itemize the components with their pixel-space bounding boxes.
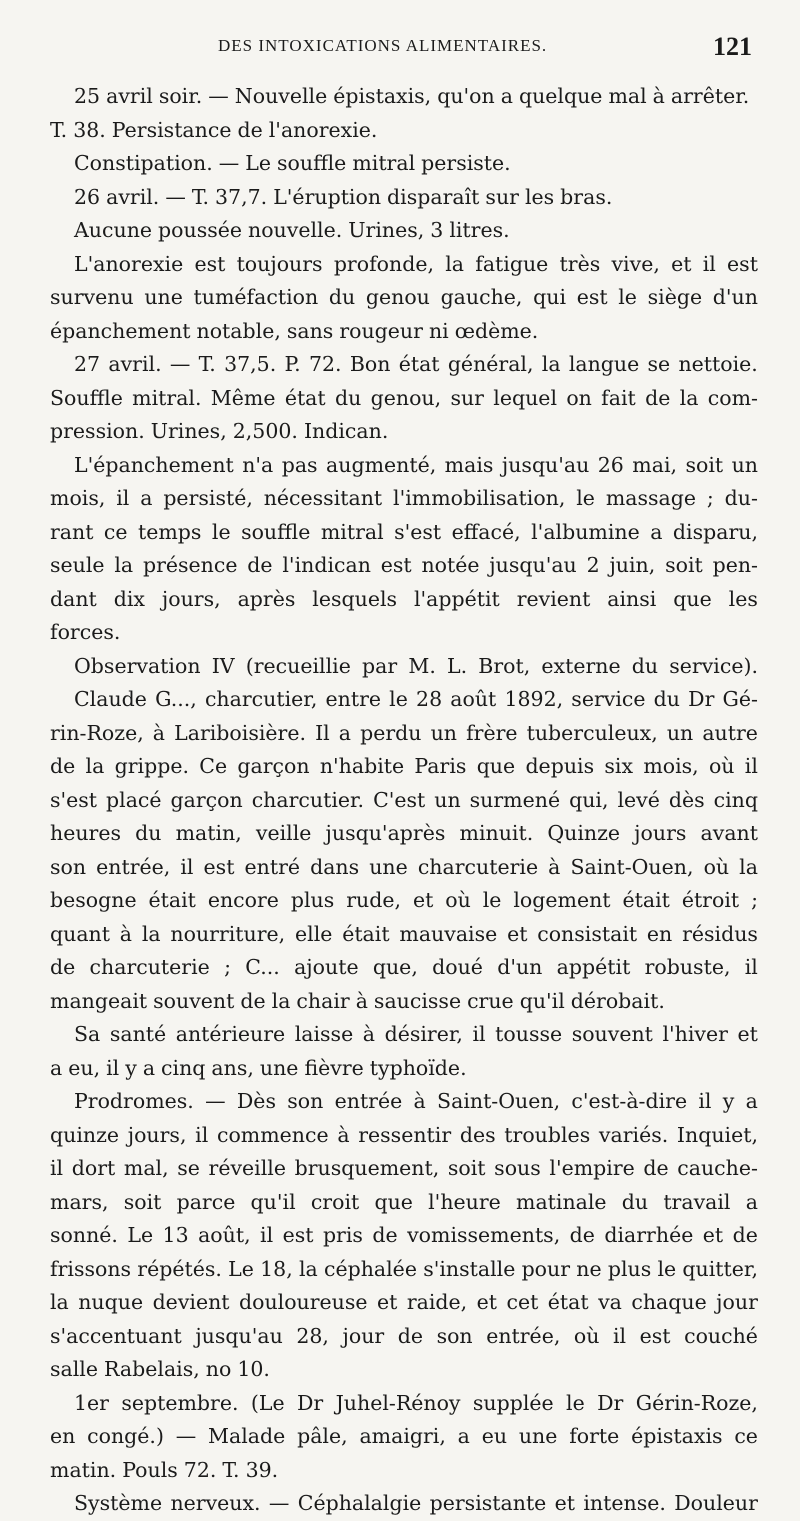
text-line: son entrée, il est entré dans une charcuterie à Saint-Ouen, où la	[50, 854, 758, 879]
text-line: forces.	[50, 620, 121, 644]
text-line: Claude G..., charcutier, entre le 28 août 1892, service du Dr Gé-	[74, 687, 758, 711]
text-line: Sa santé antérieure laisse à désirer, il tousse souvent l'hiver et	[74, 1022, 758, 1046]
text-line: mars, soit parce qu'il croit que l'heure matinale du travail a	[50, 1189, 758, 1214]
text-line: quinze jours, il commence à ressentir des troubles variés. Inquiet,	[50, 1122, 758, 1147]
text-line: matin. Pouls 72. T. 39.	[50, 1457, 279, 1482]
text-line: a eu, il y a cinq ans, une fièvre typhoïde.	[50, 1055, 467, 1080]
text-line: mois, il a persisté, nécessitant l'immobilisation, le massage ; du-	[50, 486, 758, 510]
text-line: 27 avril. — T. 37,5. P. 72. Bon état général, la langue se nettoie.	[74, 352, 758, 376]
text-line: pression. Urines, 2,500. Indican.	[50, 419, 389, 443]
text-line: rin-Roze, à Lariboisière. Il a perdu un frère tuberculeux, un autre	[50, 720, 758, 745]
text-line: il dort mal, se réveille brusquement, soit sous l'empire de cauche-	[50, 1156, 758, 1180]
text-line: frissons répétés. Le 18, la céphalée s'installe pour ne plus le quitter,	[50, 1256, 758, 1281]
text-line: Aucune poussée nouvelle. Urines, 3 litres.	[74, 218, 510, 242]
text-line: de la grippe. Ce garçon n'habite Paris que depuis six mois, où il	[50, 754, 758, 778]
text-line: Prodromes. — Dès son entrée à Saint-Ouen, c'est-à-dire il y a	[74, 1089, 758, 1113]
text-line: dant dix jours, après lesquels l'appétit revient ainsi que les	[50, 586, 758, 611]
text-line: en congé.) — Malade pâle, amaigri, a eu une forte épistaxis ce	[50, 1424, 758, 1448]
text-line: épanchement notable, sans rougeur ni œdème.	[50, 318, 539, 343]
text-line: Constipation. — Le souffle mitral persiste.	[74, 151, 511, 175]
text-line: la nuque devient douloureuse et raide, et cet état va chaque jour	[50, 1290, 758, 1314]
text-line: besogne était encore plus rude, et où le logement était étroit ;	[50, 888, 758, 912]
text-line: L'anorexie est toujours profonde, la fatigue très vive, et il est	[74, 251, 758, 276]
text-line: survenu une tuméfaction du genou gauche, qui est le siège d'un	[50, 285, 758, 309]
text-line: 25 avril soir. — Nouvelle épistaxis, qu'on a quelque mal à arrêter.	[74, 84, 750, 108]
text-line: s'est placé garçon charcutier. C'est un surmené qui, levé dès cinq	[50, 787, 758, 812]
text-line: rant ce temps le souffle mitral s'est effacé, l'albumine a disparu,	[50, 519, 758, 544]
text-line: 1er septembre. (Le Dr Juhel-Rénoy supplée le Dr Gérin-Roze,	[74, 1390, 758, 1415]
text-line: Observation IV (recueillie par M. L. Brot, externe du service).	[74, 653, 758, 678]
text-line: T. 38. Persistance de l'anorexie.	[50, 117, 378, 142]
text-line: heures du matin, veille jusqu'après minuit. Quinze jours avant	[50, 821, 758, 845]
body-text	[50, 80, 758, 1521]
text-line: s'accentuant jusqu'au 28, jour de son entrée, où il est couché	[50, 1323, 758, 1348]
text-line: salle Rabelais, no 10.	[50, 1357, 270, 1381]
page-header	[0, 30, 800, 70]
running-head: DES INTOXICATIONS ALIMENTAIRES.	[218, 36, 548, 55]
text-line: Souffle mitral. Même état du genou, sur lequel on fait de la com-	[50, 385, 758, 410]
text-line: de charcuterie ; C... ajoute que, doué d'un appétit robuste, il	[50, 955, 758, 979]
text-line: mangeait souvent de la chair à saucisse crue qu'il dérobait.	[50, 988, 665, 1013]
text-line: L'épanchement n'a pas augmenté, mais jusqu'au 26 mai, soit un	[74, 452, 758, 477]
text-line: quant à la nourriture, elle était mauvaise et consistait en résidus	[50, 921, 758, 946]
text-line: 26 avril. — T. 37,7. L'éruption disparaît sur les bras.	[74, 184, 613, 209]
text-line: Système nerveux. — Céphalalgie persistante et intense. Douleur	[74, 1491, 758, 1515]
text-line: sonné. Le 13 août, il est pris de vomissements, de diarrhée et de	[50, 1223, 758, 1247]
page-number: 121	[713, 32, 752, 61]
text-line: seule la présence de l'indican est notée jusqu'au 2 juin, soit pen-	[50, 553, 758, 577]
